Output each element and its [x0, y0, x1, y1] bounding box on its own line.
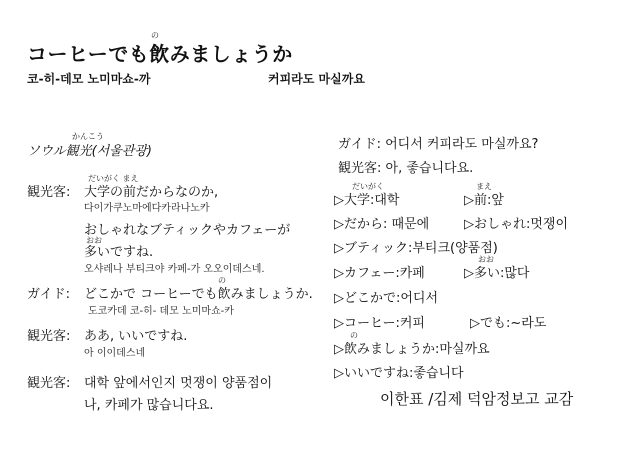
dialogue-line: おしゃれなブティックやカフェーが [84, 223, 291, 238]
vocab-item: ▷大学:대학 [334, 193, 400, 208]
vocab-ruby: だいがく [352, 182, 384, 191]
vocab-ruby: まえ [476, 182, 492, 191]
dialogue-line: 대학 앞에서인지 멋쟁이 양품점이 [84, 376, 273, 391]
dialogue-reading: 도코카데 코-히- 데모 노미마쇼-카 [88, 306, 234, 317]
vocab-item: ▷だから: 때문에 [334, 217, 430, 232]
vocab-item: ▷でも:~라도 [470, 316, 547, 331]
vocab-item: ▷ブティック:부티크(양품점) [334, 241, 498, 256]
speaker-tourist: 観光客: [27, 376, 71, 391]
author-credit: 이한표 /김제 덕암정보고 교감 [380, 390, 574, 408]
guide-translation: ガイド: 어디서 커피라도 마실까요? [338, 137, 539, 152]
speaker-tourist: 観光客: [27, 329, 71, 344]
vocab-ruby: おお [478, 255, 494, 264]
vocab-item: ▷多い:많다 [464, 266, 530, 281]
title-ruby: の [151, 31, 159, 40]
speaker-guide: ガイド: [27, 287, 70, 302]
tourist-translation: 観光客: 아, 좋습니다요. [338, 161, 474, 176]
dialogue-reading: 아 이이데스네 [84, 348, 146, 359]
line-ruby: だいがく まえ [88, 174, 139, 183]
dialogue-reading: 다이가쿠노마에다카라나노카 [84, 203, 210, 214]
dialogue-line: ああ, いいですね. [84, 329, 188, 344]
line-ruby: おお [86, 236, 102, 245]
vocab-item: ▷どこかで:어디서 [334, 291, 439, 306]
line-ruby: の [218, 276, 226, 285]
page-title: コーヒーでも飲みましょうか [27, 42, 293, 66]
vocab-item: ▷コーヒー:커피 [334, 316, 425, 331]
title-translation: 커피라도 마실까요 [268, 72, 365, 86]
vocab-item: ▷飲みましょうか:마실까요 [334, 342, 490, 357]
dialogue-reading: 오샤레나 부티크야 카페-가 오오이데스네. [84, 264, 265, 275]
vocab-item: ▷おしゃれ:멋쟁이 [464, 217, 569, 232]
section-heading: ソウル観光(서울관광) [27, 144, 152, 159]
dialogue-line: 多いですね. [84, 245, 154, 260]
section-ruby: かんこう [72, 132, 104, 141]
dialogue-line: 나, 카페가 많습니다요. [84, 398, 214, 413]
vocab-item: ▷いいですね:좋습니다 [334, 366, 464, 381]
vocab-ruby: の [350, 331, 358, 340]
dialogue-line: どこかで コーヒーでも飲みましょうか. [84, 287, 313, 302]
title-reading: 코-히-데모 노미마쇼-까 [27, 72, 151, 86]
speaker-tourist: 観光客: [27, 185, 71, 200]
vocab-item: ▷カフェー:카페 [334, 266, 425, 281]
dialogue-line: 大学の前だからなのか, [84, 185, 219, 200]
vocab-item: ▷前:앞 [464, 193, 504, 208]
